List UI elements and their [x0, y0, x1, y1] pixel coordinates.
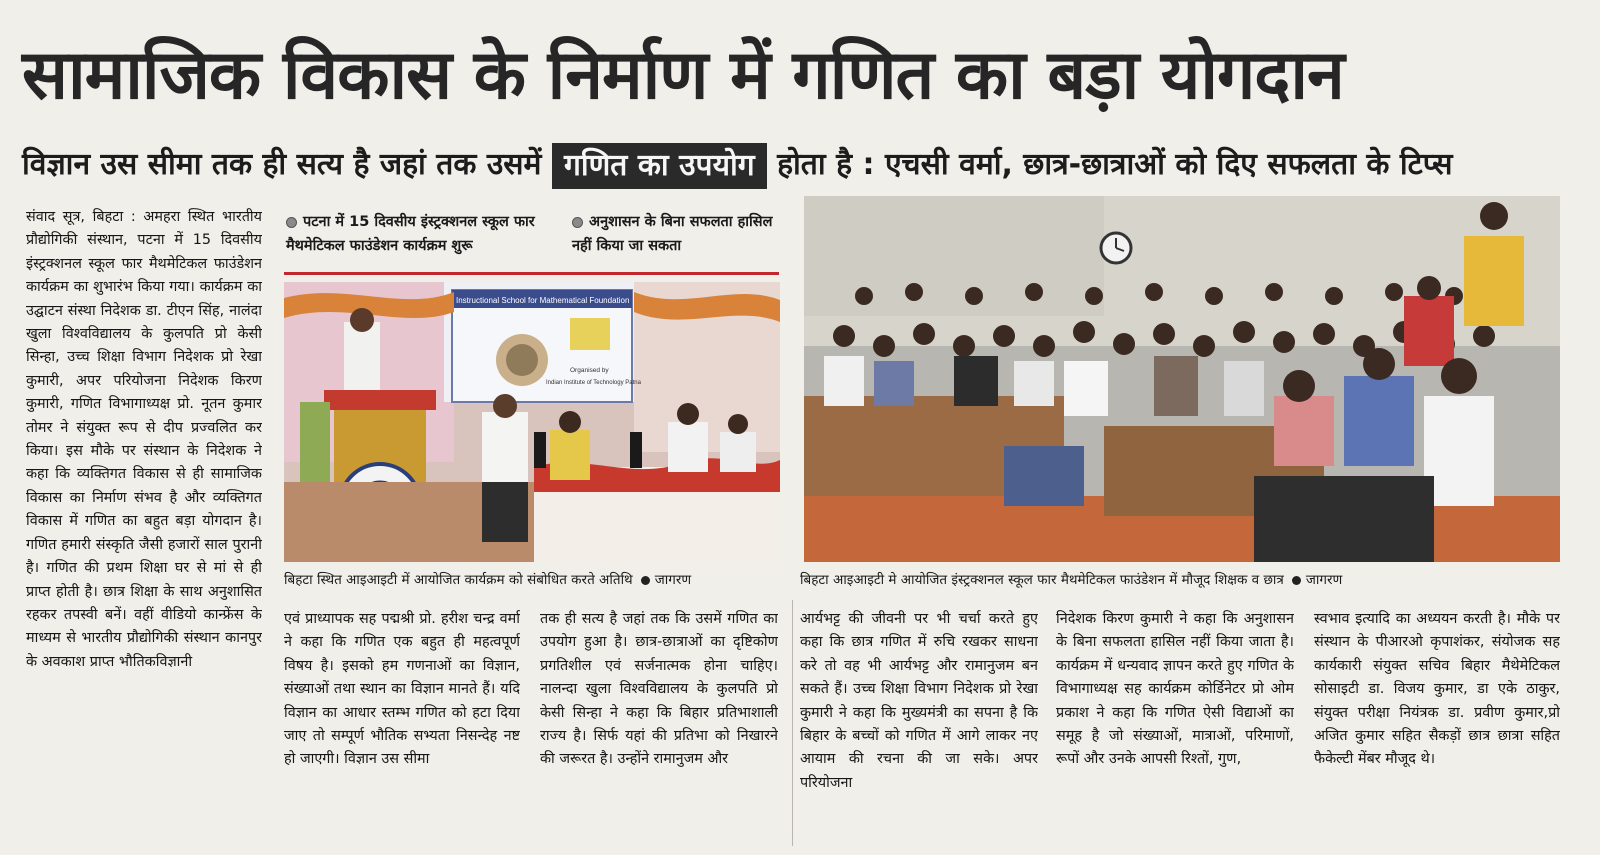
subhead-boxed-phrase: गणित का उपयोग	[552, 143, 767, 189]
photo2-caption	[800, 570, 1342, 590]
photo1-caption-text: बिहटा स्थित आइआइटी में आयोजित कार्यक्रम को संबोधित करते अतिथि	[284, 572, 633, 588]
highlight-item-2	[572, 210, 777, 258]
photo2-caption-text: बिहटा आइआइटी मे आयोजित इंस्ट्रक्शनल स्कूल फार मैथमेटिकल फाउंडेशन में मौजूद शिक्षक व छात्र	[800, 572, 1284, 588]
banner-organised-by: Organised by	[570, 367, 609, 374]
subhead-after: होता है : एचसी वर्मा, छात्र-छात्राओं को दिए सफलता के टिप्स	[777, 147, 1453, 182]
column-divider	[792, 600, 793, 846]
article-column-2: एवं प्राध्यापक सह पद्मश्री प्रो. हरीश चन्द्र वर्मा ने कहा कि गणित एक बहुत ही महत्वपूर्ण विषय है। इसको हम गणनाओं का विज्ञान, संख्याओं तथा स्थान का विज्ञान मानते हैं। यदि विज्ञान का आधार स्तम्भ गणित को हटा दिया जाए तो सम्पूर्ण भौतिक सभ्यता निसन्देह नष्ट हो जाएगी। विज्ञान उस सीमा	[284, 611, 520, 768]
banner-title: Instructional School for Mathematical Foundation	[456, 296, 630, 305]
highlight-text-2: अनुशासन के बिना सफलता हासिल नहीं किया जा सकता	[572, 214, 773, 254]
article-column-5: निदेशक किरण कुमारी ने कहा कि अनुशासन के बिना सफलता हासिल नहीं किया जाता है।कार्यक्रम में धन्यवाद ज्ञापन करते हुए गणित के विभागाध्यक्ष सह कार्यक्रम कोर्डिनेटर प्रो ओम प्रकाश ने कहा कि गणित ऐसी विद्याओं का समूह है जो संख्याओं, मात्राओं, परिमाणों, रूपों और उनके आपसी रिश्तों, गुण,	[1056, 611, 1294, 768]
banner-organiser: Indian Institute of Technology Patna	[546, 380, 641, 386]
article-column-4: आर्यभट्ट की जीवनी पर भी चर्चा करते हुए कहा कि छात्र गणित में रुचि रखकर साधना करे तो वह भी आर्यभट्ट और रामानुजम बन सकते हैं। उच्च शिक्षा विभाग निदेशक प्रो रेखा कुमारी ने कहा कि मुख्यमंत्री का सपना है कि बिहार के बच्चों को गणित में आगे लाकर नए आयाम की रचना की जा सके। अपर परियोजना	[800, 611, 1038, 791]
subhead-before: विज्ञान उस सीमा तक ही सत्य है जहां तक उसमें	[22, 147, 542, 182]
highlights-box	[284, 208, 779, 275]
subheadline	[22, 136, 1578, 194]
photo-classroom-audience	[804, 196, 1560, 562]
highlight-text-1: पटना में 15 दिवसीय इंस्ट्रक्शनल स्कूल फार मैथमेटिकल फाउंडेशन कार्यक्रम शुरू	[286, 214, 535, 254]
photo1-caption	[284, 570, 691, 590]
credit-dot-icon	[641, 576, 650, 585]
article-column-1: संवाद सूत्र, बिहटा : अमहरा स्थित भारतीय प्रौद्योगिकी संस्थान, पटना में 15 दिवसीय इंस्ट्रक्शनल स्कूल फार मैथमेटिकल फाउंडेशन कार्यक्रम का शुभारंभ किया गया। कार्यक्रम का उद्घाटन संस्था निदेशक डा. टीएन सिंह, नालंदा खुला विश्वविद्यालय के कुलपति प्रो केसी सिन्हा, उच्च शिक्षा विभाग निदेशक प्रो रेखा कुमारी, अपर परियोजना निदेशक किरण कुमारी, गणित विभागाध्यक्ष प्रो. नूतन कुमार तोमर ने संयुक्त रूप से दीप प्रज्वलित कर किया। इस मौके पर संस्थान के निदेशक ने कहा कि व्यक्तिगत विकास से ही सामाजिक विकास का निर्माण संभव है और व्यक्तिगत विकास में गणित का बहुत बड़ा योगदान है। गणित हमारी संस्कृति जैसी हजारों साल पुरानी है। गणित की प्रथम शिक्षा घर से मां से ही प्राप्त होती है। छात्र शिक्षा के साथ अनुशासित रहकर तपस्वी बनें। वहीं वीडियो कान्फ्रेंस के माध्यम से भारतीय प्रौद्योगिकी संस्थान कानपुर के अवकाश प्राप्त भौतिकविज्ञानी	[26, 209, 262, 670]
bullet-icon	[572, 217, 583, 228]
classroom-photo-illustration	[804, 196, 1560, 562]
stage-photo-illustration	[284, 282, 780, 562]
highlight-item-1	[286, 210, 554, 258]
photo1-credit: जागरण	[654, 572, 692, 588]
article-column-6: स्वभाव इत्यादि का अध्ययन करती है। मौके पर संस्थान के पीआरओ कृपाशंकर, संयोजक सह कार्यकारी संयुक्त सचिव बिहार मैथेमेटिकल सोसाइटी डा. विजय कुमार, डा एके ठाकुर, संयुक्त परीक्षा नियंत्रक डा. प्रवीण कुमार,प्रो अजित कुमार सहित सैकड़ों छात्र छात्रा सहित फैकेल्टी मेंबर मौजूद थे।	[1314, 611, 1560, 768]
credit-dot-icon	[1292, 576, 1301, 585]
article-column-3: तक ही सत्य है जहां तक कि उसमें गणित का उपयोग हुआ है। छात्र-छात्राओं का दृष्टिकोण प्रगतिशील एवं सर्जनात्मक होना चाहिए। नालन्दा खुला विश्वविद्यालय के कुलपति प्रो केसी सिन्हा ने कहा कि बिहार प्रतिभाशाली राज्य है। सिर्फ यहां की प्रतिभा को निखारने की जरूरत है। उन्होंने रामानुजम और	[540, 611, 778, 768]
bullet-icon	[286, 217, 297, 228]
photo2-credit: जागरण	[1305, 572, 1343, 588]
headline: सामाजिक विकास के निर्माण में गणित का बड़ा योगदान	[22, 36, 1344, 115]
photo-stage-speaker	[284, 282, 780, 562]
